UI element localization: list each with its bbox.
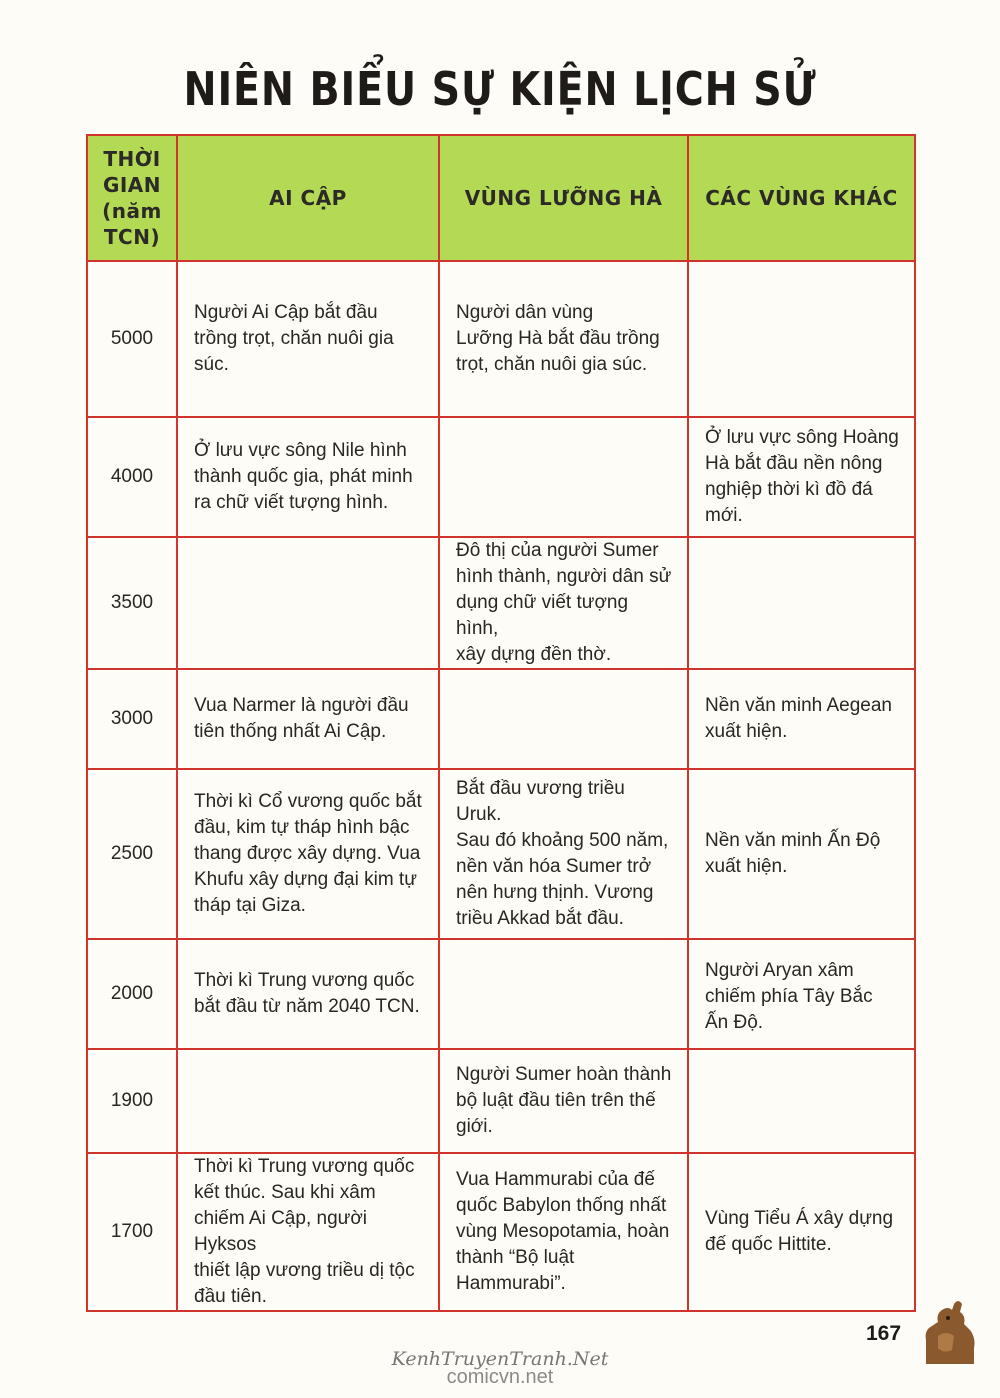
table-row [87,669,915,769]
header-egypt: AI CẬP [177,135,439,261]
header-mesopotamia: VÙNG LƯỠNG HÀ [439,135,688,261]
watermark-secondary: comicvn.net [446,1366,554,1388]
page-title: NIÊN BIỂU SỰ KIỆN LỊCH SỬ [183,62,817,116]
egypt-cell: Người Ai Cập bắt đầu trồng trọt, chăn nuôi gia súc. [177,261,439,417]
egypt-cell [177,537,439,669]
header-row [87,135,915,261]
mesopotamia-cell [439,669,688,769]
table-row [87,1153,915,1311]
other-regions-cell: Vùng Tiểu Á xây dựng đế quốc Hittite. [688,1153,915,1311]
year-cell: 2500 [87,769,177,939]
header-other-regions: CÁC VÙNG KHÁC [688,135,915,261]
year-cell: 3000 [87,669,177,769]
egypt-cell: Thời kì Trung vương quốc bắt đầu từ năm 2040 TCN. [177,939,439,1049]
other-regions-cell [688,1049,915,1153]
table-row [87,939,915,1049]
year-cell: 5000 [87,261,177,417]
other-regions-cell [688,261,915,417]
year-cell: 1700 [87,1153,177,1311]
page-number: 167 [866,1322,902,1345]
other-regions-cell: Ở lưu vực sông Hoàng Hà bắt đầu nền nông nghiệp thời kì đồ đá mới. [688,417,915,537]
mesopotamia-cell: Người Sumer hoàn thành bộ luật đầu tiên trên thế giới. [439,1049,688,1153]
mesopotamia-cell: Vua Hammurabi của đế quốc Babylon thống nhất vùng Mesopotamia, hoàn thành “Bộ luật Hammurabi”. [439,1153,688,1311]
year-cell: 4000 [87,417,177,537]
year-cell: 1900 [87,1049,177,1153]
table-row [87,537,915,669]
egypt-cell: Thời kì Trung vương quốc kết thúc. Sau khi xâm chiếm Ai Cập, người Hyksos thiết lập vương triều dị tộc đầu tiên. [177,1153,439,1311]
egypt-cell: Thời kì Cổ vương quốc bắt đầu, kim tự tháp hình bậc thang được xây dựng. Vua Khufu xây dựng đại kim tự tháp tại Giza. [177,769,439,939]
mesopotamia-cell [439,417,688,537]
mesopotamia-cell: Đô thị của người Sumer hình thành, người dân sử dụng chữ viết tượng hình, xây dựng đền thờ. [439,537,688,669]
year-cell: 3500 [87,537,177,669]
header-year: THỜI GIAN (năm TCN) [87,135,177,261]
egypt-cell: Ở lưu vực sông Nile hình thành quốc gia, phát minh ra chữ viết tượng hình. [177,417,439,537]
mesopotamia-cell [439,939,688,1049]
mesopotamia-cell: Người dân vùng Lưỡng Hà bắt đầu trồng trọt, chăn nuôi gia súc. [439,261,688,417]
other-regions-cell: Nền văn minh Aegean xuất hiện. [688,669,915,769]
watermark: KenhTruyenTranh.Net [391,1348,609,1370]
other-regions-cell: Người Aryan xâm chiếm phía Tây Bắc Ấn Độ. [688,939,915,1049]
history-timeline-table [86,134,916,1312]
egypt-cell [177,1049,439,1153]
year-cell: 2000 [87,939,177,1049]
mesopotamia-cell: Bắt đầu vương triều Uruk. Sau đó khoảng 500 năm, nền văn hóa Sumer trở nên hưng thịnh. Vương triều Akkad bắt đầu. [439,769,688,939]
egypt-cell: Vua Narmer là người đầu tiên thống nhất Ai Cập. [177,669,439,769]
table-row [87,417,915,537]
table-row [87,261,915,417]
other-regions-cell: Nền văn minh Ấn Độ xuất hiện. [688,769,915,939]
table-row [87,1049,915,1153]
other-regions-cell [688,537,915,669]
table-row [87,769,915,939]
